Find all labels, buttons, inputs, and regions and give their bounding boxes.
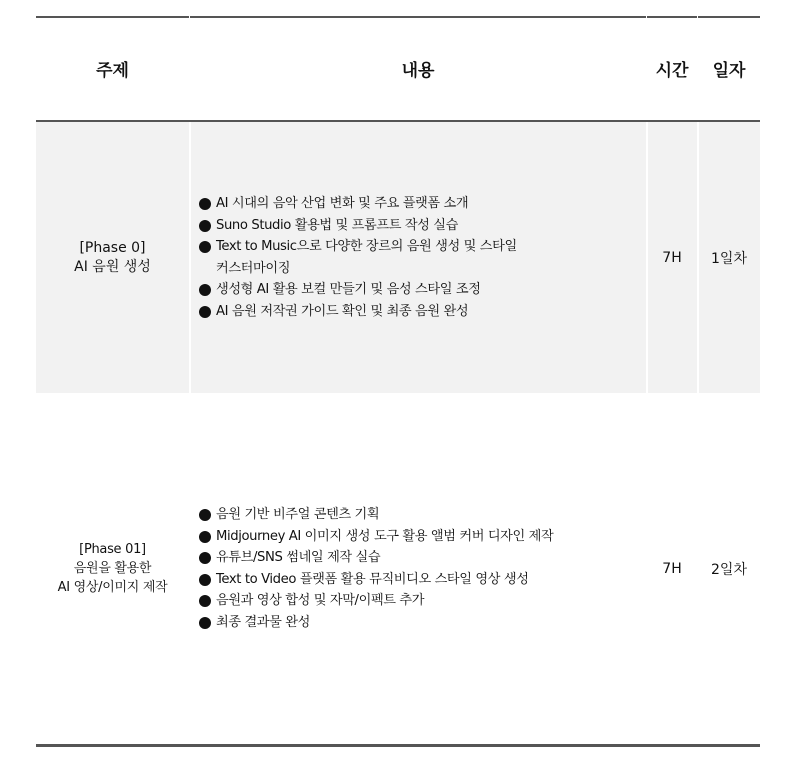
content-cell — [199, 122, 646, 393]
phase-label: [Phase 01] — [79, 542, 146, 557]
time-cell: 7H — [662, 560, 682, 577]
bullet-icon — [199, 220, 211, 232]
phase-subtitle: AI 영상/이미지 제작 — [57, 580, 168, 595]
bullet-icon — [199, 306, 211, 318]
list-item: Suno Studio 활용법 및 프롬프트 작성 실습 — [199, 215, 517, 237]
list-item: AI 음원 저작권 가이드 확인 및 최종 음원 완성 — [199, 301, 517, 323]
header-time: 시간 — [655, 61, 689, 81]
bullet-icon — [199, 284, 211, 296]
phase-title: AI 음원 생성 — [74, 258, 151, 275]
list-item: 생성형 AI 활용 보컬 만들기 및 음성 스타일 조정 — [199, 279, 517, 301]
list-item: Text to Music으로 다양한 장르의 음원 생성 및 스타일 — [199, 236, 517, 258]
phase-cell — [36, 122, 189, 393]
bullet-icon — [199, 595, 211, 607]
bullet-icon — [199, 509, 211, 521]
list-item: Text to Video 플랫폼 활용 뮤직비디오 스타일 영상 생성 — [199, 569, 553, 591]
bullet-icon — [199, 574, 211, 586]
list-item-continuation: 커스터마이징 — [216, 260, 291, 276]
bullet-icon — [199, 552, 211, 564]
day-cell: 2일차 — [711, 561, 747, 578]
bullet-icon — [199, 617, 211, 629]
table-bottom-rule — [36, 744, 760, 747]
header-topic: 주제 — [96, 61, 129, 81]
phase-cell — [36, 393, 189, 744]
bullet-icon — [199, 198, 211, 210]
list-item: 최종 결과물 완성 — [199, 612, 553, 634]
bullet-icon — [199, 241, 211, 253]
phase-title: 음원을 활용한 — [73, 561, 152, 576]
header-day: 일자 — [712, 61, 746, 81]
header-content: 내용 — [401, 61, 435, 81]
list-item: 유튜브/SNS 썸네일 제작 실습 — [199, 547, 553, 569]
phase-label: [Phase 0] — [79, 239, 146, 256]
list-item: 음원 기반 비주얼 콘텐츠 기획 — [199, 504, 553, 526]
bullet-icon — [199, 531, 211, 543]
day-cell: 1일차 — [711, 250, 747, 267]
list-item: Midjourney AI 이미지 생성 도구 활용 앨범 커버 디자인 제작 — [199, 526, 553, 548]
list-item: 음원과 영상 합성 및 자막/이펙트 추가 — [199, 590, 553, 612]
content-cell — [199, 393, 646, 744]
time-cell: 7H — [662, 249, 682, 266]
list-item: AI 시대의 음악 산업 변화 및 주요 플랫폼 소개 — [199, 193, 517, 215]
